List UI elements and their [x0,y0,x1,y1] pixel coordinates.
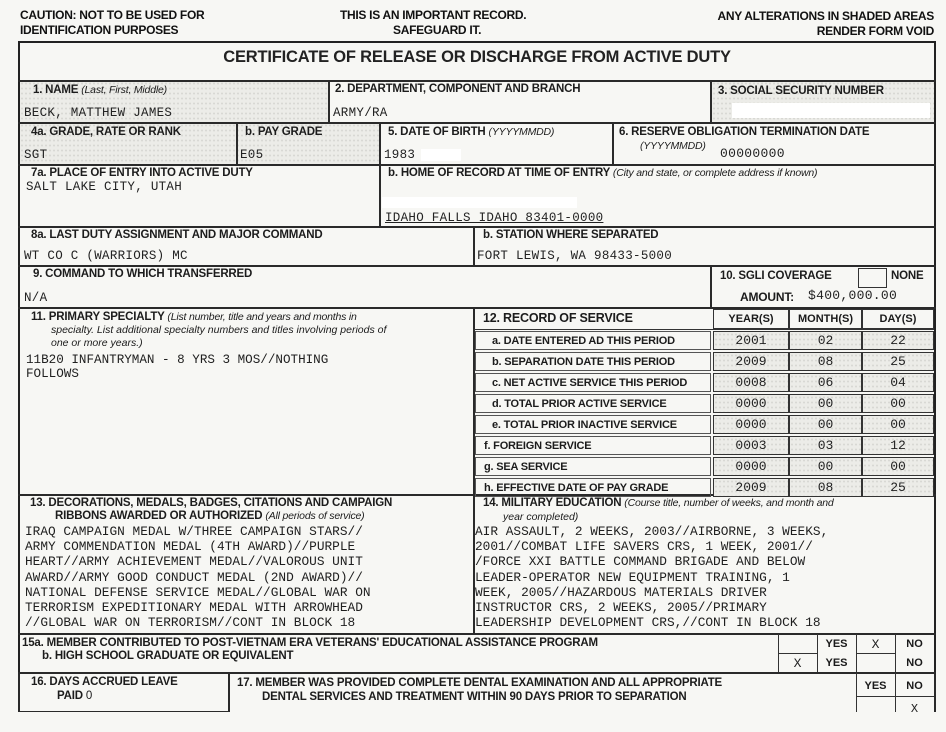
veap-label: 15a. MEMBER CONTRIBUTED TO POST-VIETNAM ERA VETERANS' EDUCATIONAL ASSISTANCE PROGRAM [22,637,598,649]
high-school-yes-mark[interactable]: X [793,655,802,671]
place-of-entry-label: 7a. PLACE OF ENTRY INTO ACTIVE DUTY [31,167,253,179]
dental-no-label: NO [906,680,923,692]
service-row-day: 00 [862,457,934,476]
military-education-label: 14. MILITARY EDUCATION (Course title, number of weeks, and month and [483,497,834,509]
ssn-redacted-value [732,103,930,118]
service-row-month: 08 [789,478,862,497]
service-row-day: 22 [862,331,934,350]
place-of-entry-value: SALT LAKE CITY, UTAH [26,180,183,194]
dental-yes-label: YES [864,680,887,692]
ssn-label: 3. SOCIAL SECURITY NUMBER [718,85,884,97]
dob-redacted [421,149,461,161]
service-row-day: 25 [862,352,934,371]
department-value: ARMY/RA [333,106,388,120]
service-row-label: d. TOTAL PRIOR ACTIVE SERVICE [475,394,711,413]
sgli-amount-value: $400,000.00 [808,288,898,303]
dob-label: 5. DATE OF BIRTH (YYYYMMDD) [388,126,555,138]
service-row-day: 04 [862,373,934,392]
service-row-day: 12 [862,436,934,455]
dental-no-mark[interactable]: X [910,702,919,712]
service-row-year: 0000 [713,394,789,413]
high-school-yes-label: YES [825,657,848,669]
service-row-year: 0000 [713,415,789,434]
important-record-line2: SAFEGUARD IT. [393,23,482,37]
decorations-label-line1: 13. DECORATIONS, MEDALS, BADGES, CITATIONS AND CAMPAIGN [30,497,393,509]
important-record-line1: THIS IS AN IMPORTANT RECORD. [340,8,527,22]
reserve-value: 00000000 [720,146,785,161]
service-row-year: 2001 [713,331,789,350]
service-row-month: 00 [789,415,862,434]
page-bottom-margin [0,712,946,732]
caution-notice-line1: CAUTION: NOT TO BE USED FOR [20,8,205,22]
decorations-label-line2: RIBBONS AWARDED OR AUTHORIZED (All periods of service) [55,510,365,522]
grade-label: 4a. GRADE, RATE OR RANK [31,126,181,138]
primary-specialty-hint-line2: specialty. List additional specialty numbers and titles involving periods of [51,324,387,336]
service-row-year: 0000 [713,457,789,476]
station-label: b. STATION WHERE SEPARATED [483,229,659,241]
pay-grade-value: E05 [240,148,264,162]
veap-no-label: NO [906,638,923,650]
reserve-label: 6. RESERVE OBLIGATION TERMINATION DATE [619,126,870,138]
station-value: FORT LEWIS, WA 98433-5000 [477,249,673,263]
service-row-label: f. FOREIGN SERVICE [475,436,711,455]
primary-specialty-hint-line3: one or more years.) [51,337,143,349]
service-row-month: 02 [789,331,862,350]
last-duty-value: WT CO C (WARRIORS) MC [24,249,188,263]
primary-specialty-value: 11B20 INFANTRYMAN - 8 YRS 3 MOS//NOTHING FOLLOWS [26,353,329,382]
service-row-month: 06 [789,373,862,392]
service-row-label: c. NET ACTIVE SERVICE THIS PERIOD [475,373,711,392]
service-row-day: 00 [862,415,934,434]
column-header-years: YEAR(S) [713,309,789,329]
pay-grade-label: b. PAY GRADE [245,126,323,138]
home-of-record-value: IDAHO FALLS IDAHO 83401-0000 [385,211,604,225]
service-row-month: 00 [789,394,862,413]
service-row-day: 25 [862,478,934,497]
dental-label-line2: DENTAL SERVICES AND TREATMENT WITHIN 90 DAYS PRIOR TO SEPARATION [262,691,687,703]
leave-label-line1: 16. DAYS ACCRUED LEAVE [31,676,178,688]
sgli-amount-label: AMOUNT: [740,290,794,304]
veap-yes-label: YES [825,638,848,650]
home-of-record-label: b. HOME OF RECORD AT TIME OF ENTRY (City and state, or complete address if known) [388,167,818,179]
service-row-month: 00 [789,457,862,476]
military-education-value: AIR ASSAULT, 2 WEEKS, 2003//AIRBORNE, 3 WEEKS, 2001//COMBAT LIFE SAVERS CRS, 1 WEEK, 2001// /FORCE XXI BATTLE COMMAND BRIGADE AND BELOW LEADER-OPERATOR NEW EQUIPMENT TRAINING, 1 WEEK, 2005//HAZARDOUS MATERIALS DRIVER INSTRUCTOR CRS, 2 WEEKS, 2005//PRIMARY LEADERSHIP DEVELOPMENT CRS,//CONT IN BLOCK 18 [475,524,829,631]
service-row-year: 0003 [713,436,789,455]
service-row-month: 08 [789,352,862,371]
grade-value: SGT [24,148,48,162]
service-row-year: 0008 [713,373,789,392]
column-header-months: MONTH(S) [789,309,862,329]
name-label: 1. NAME (Last, First, Middle) [33,84,167,96]
last-duty-label: 8a. LAST DUTY ASSIGNMENT AND MAJOR COMMAND [31,229,323,241]
service-row-label: a. DATE ENTERED AD THIS PERIOD [475,331,711,350]
service-row-year: 2009 [713,478,789,497]
reserve-hint: (YYYYMMDD) [640,140,706,152]
sgli-none-label: NONE [891,270,924,282]
service-row-year: 2009 [713,352,789,371]
leave-label-line2: PAID 0 [57,690,93,702]
alterations-notice-line2: RENDER FORM VOID [816,24,934,38]
veap-yes-mark[interactable] [778,636,817,652]
name-value: BECK, MATTHEW JAMES [24,106,173,120]
sgli-none-checkbox[interactable] [858,268,887,288]
command-transferred-value: N/A [24,291,48,305]
caution-notice-line2: IDENTIFICATION PURPOSES [20,23,179,37]
department-label: 2. DEPARTMENT, COMPONENT AND BRANCH [335,83,581,95]
leave-value: 0 [85,690,93,702]
service-row-label: g. SEA SERVICE [475,457,711,476]
column-header-days: DAY(S) [862,309,934,329]
veap-no-mark[interactable]: X [871,636,880,652]
military-education-hint-line2: year completed) [503,511,579,523]
sgli-label: 10. SGLI COVERAGE [720,270,832,282]
primary-specialty-label: 11. PRIMARY SPECIALTY (List number, title and years and months in [31,311,357,323]
dental-label-line1: 17. MEMBER WAS PROVIDED COMPLETE DENTAL EXAMINATION AND ALL APPROPRIATE [237,677,723,689]
service-row-label: h. EFFECTIVE DATE OF PAY GRADE [475,478,711,497]
high-school-no-label: NO [906,657,923,669]
high-school-no-mark[interactable] [856,655,895,671]
high-school-label: b. HIGH SCHOOL GRADUATE OR EQUIVALENT [42,650,294,662]
record-of-service-title: 12. RECORD OF SERVICE [483,311,633,325]
decorations-value: IRAQ CAMPAIGN MEDAL W/THREE CAMPAIGN STARS// ARMY COMMENDATION MEDAL (4TH AWARD)//PURPLE HEART//ARMY ACHIEVEMENT MEDAL//VALOROUS UNIT AWARD//ARMY GOOD CONDUCT MEDAL (2ND AWARD)// NATIONAL DEFENSE SERVICE MEDAL//GLOBAL WAR ON TERRORISM EXPEDITIONARY MEDAL WITH ARROWHEAD //GLOBAL WAR ON TERRORISM//CONT IN BLOCK 18 [25,524,371,631]
home-street-redacted [382,197,577,208]
alterations-notice-line1: ANY ALTERATIONS IN SHADED AREAS [717,9,934,23]
command-transferred-label: 9. COMMAND TO WHICH TRANSFERRED [33,268,253,280]
service-row-month: 03 [789,436,862,455]
service-row-label: b. SEPARATION DATE THIS PERIOD [475,352,711,371]
form-title: CERTIFICATE OF RELEASE OR DISCHARGE FROM ACTIVE DUTY [223,48,731,66]
service-row-label: e. TOTAL PRIOR INACTIVE SERVICE [475,415,711,434]
service-row-day: 00 [862,394,934,413]
dob-value: 1983 [384,148,416,162]
